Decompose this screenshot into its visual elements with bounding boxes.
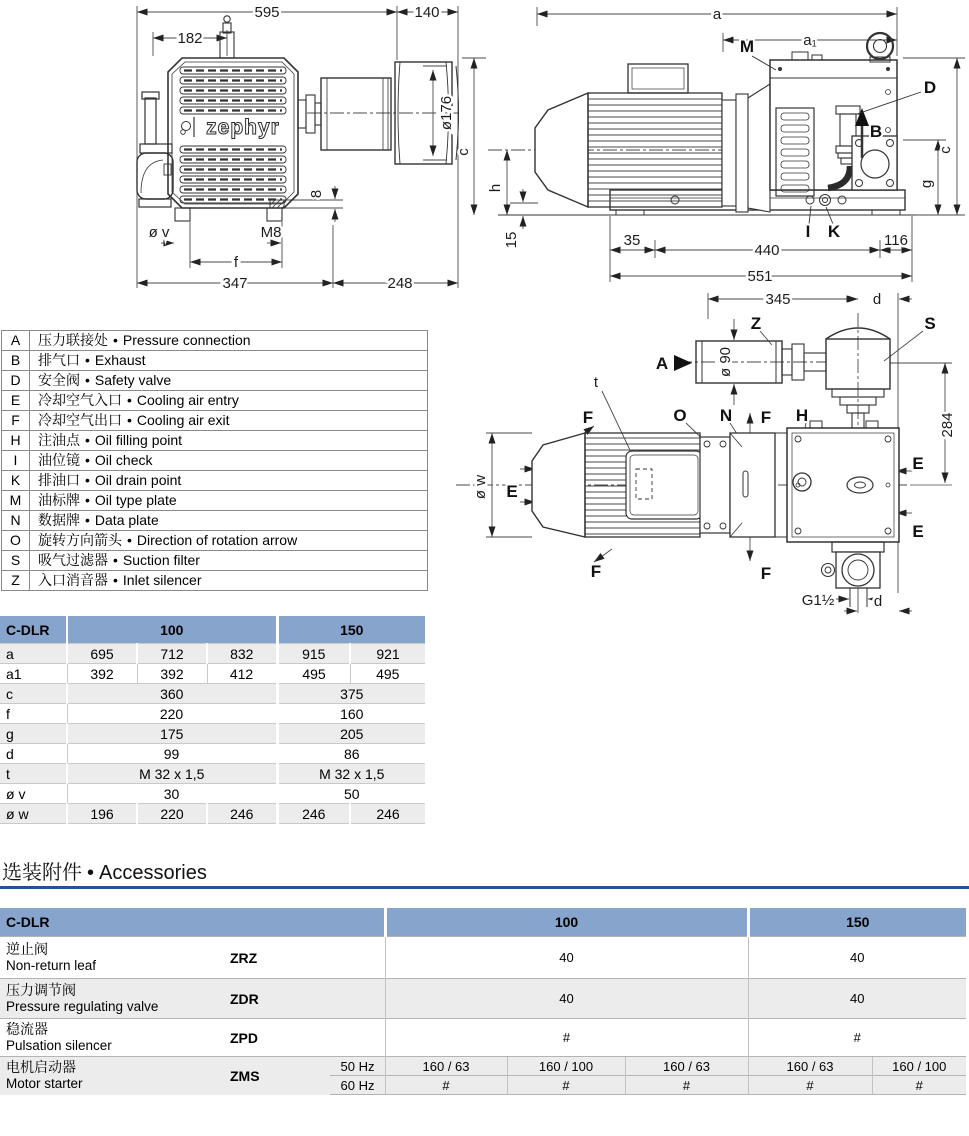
dim-label: ø 90 <box>717 346 734 378</box>
dim-label: 140 <box>414 4 440 21</box>
accessory-code: ZRZ <box>230 937 330 979</box>
cell: 246 <box>277 804 350 824</box>
dim-row-label: f <box>0 704 67 724</box>
legend-row <box>2 371 428 391</box>
cell: 220 <box>67 704 277 724</box>
cell: 160 / 100 <box>507 1057 625 1076</box>
table-row <box>0 937 966 979</box>
model-header: C-DLR <box>0 908 385 937</box>
legend-key: O <box>2 531 30 551</box>
lifting-eye <box>867 33 893 59</box>
legend-key: B <box>2 351 30 371</box>
part-label-t: t <box>593 374 599 391</box>
cell: 40 <box>748 979 966 1019</box>
dim-label: 551 <box>747 268 773 285</box>
part-label-H: H <box>795 406 809 425</box>
table-row <box>0 784 425 804</box>
col-100-header: 100 <box>385 908 748 937</box>
legend-zh: 安全阀 <box>38 372 80 389</box>
legend-zh: 压力联接处 <box>38 332 108 349</box>
dim-label: 595 <box>254 4 280 21</box>
dim-label: c <box>455 148 472 156</box>
dim-label: 347 <box>222 275 248 292</box>
cell: 160 / 100 <box>872 1057 966 1076</box>
side-view-drawing <box>455 0 969 290</box>
table-row <box>0 1057 966 1076</box>
legend-en: Suction filter <box>122 552 200 569</box>
legend-text <box>30 571 428 591</box>
frequency-label: 60 Hz <box>330 1076 385 1095</box>
dim-label: c <box>937 146 954 154</box>
legend-key: F <box>2 411 30 431</box>
legend-key: S <box>2 551 30 571</box>
legend-key: Z <box>2 571 30 591</box>
cell: M 32 x 1,5 <box>67 764 277 784</box>
dim-label: ø176 <box>438 95 455 131</box>
bullet-separator: • <box>85 432 90 449</box>
legend-text <box>30 531 428 551</box>
exhaust-box <box>852 136 897 190</box>
legend-en: Oil check <box>94 452 153 469</box>
dim-label: 15 <box>503 231 520 249</box>
col-150-header: 150 <box>748 908 966 937</box>
accessory-en: Motor starter <box>6 1076 83 1092</box>
legend-text <box>30 511 428 531</box>
dim-row-label: d <box>0 744 67 764</box>
legend-en: Inlet silencer <box>122 572 202 589</box>
table-row <box>0 664 425 684</box>
legend-row <box>2 531 428 551</box>
legend-key: M <box>2 491 30 511</box>
bullet-separator: • <box>87 862 95 884</box>
legend-en: Cooling air exit <box>136 412 230 429</box>
cell: 50 <box>277 784 425 804</box>
cell: 375 <box>277 684 425 704</box>
legend-row <box>2 471 428 491</box>
cell: # <box>748 1019 966 1057</box>
legend-zh: 注油点 <box>38 432 80 449</box>
accessory-code: ZDR <box>230 979 330 1019</box>
part-label-D: D <box>923 78 937 97</box>
legend-zh: 数据牌 <box>38 512 80 529</box>
dim-label: a <box>712 6 722 23</box>
dim-label: 248 <box>387 275 413 292</box>
legend-text <box>30 371 428 391</box>
dim-label: ø w <box>472 474 489 500</box>
parts-legend-table <box>1 330 428 591</box>
cell: 915 <box>277 644 350 664</box>
frequency-label: 50 Hz <box>330 1057 385 1076</box>
legend-zh: 排气口 <box>38 352 80 369</box>
cell: 246 <box>350 804 425 824</box>
accessories-title-en: Accessories <box>99 862 207 884</box>
cell: 40 <box>385 937 748 979</box>
cell: 160 <box>277 704 425 724</box>
accessory-name <box>0 1057 230 1095</box>
part-label-E: E <box>506 482 518 501</box>
bullet-separator: • <box>85 452 90 469</box>
cell: 160 / 63 <box>748 1057 872 1076</box>
brand-plate <box>181 116 280 139</box>
part-label-E: E <box>912 454 924 473</box>
legend-zh: 吸气过滤器 <box>38 552 108 569</box>
bullet-separator: • <box>113 552 118 569</box>
part-label-M: M <box>739 37 755 56</box>
cell: 30 <box>67 784 277 804</box>
table-row <box>0 764 425 784</box>
legend-en: Oil drain point <box>94 472 182 489</box>
cell: 921 <box>350 644 425 664</box>
legend-zh: 旋转方向箭头 <box>38 532 122 549</box>
dim-label: d <box>873 593 883 610</box>
legend-row <box>2 431 428 451</box>
bullet-separator: • <box>113 332 118 349</box>
bullet-separator: • <box>127 412 132 429</box>
motor-top <box>532 433 702 537</box>
accessory-code: ZPD <box>230 1019 330 1057</box>
dimension-table <box>0 616 425 824</box>
bullet-separator: • <box>85 372 90 389</box>
dim-row-label: t <box>0 764 67 784</box>
legend-en: Direction of rotation arrow <box>136 532 298 549</box>
dim-label: 116 <box>884 232 908 249</box>
cell: 495 <box>277 664 350 684</box>
dim-label: M8 <box>260 224 282 241</box>
part-label-O: O <box>673 406 687 425</box>
legend-key: E <box>2 391 30 411</box>
dim-label: a₁ <box>803 32 817 49</box>
accessory-zh: 压力调节阀 <box>6 982 76 998</box>
legend-zh: 冷却空气入口 <box>38 392 122 409</box>
cell: 160 / 63 <box>385 1057 507 1076</box>
cell: 712 <box>137 644 207 664</box>
dimension-table-header <box>0 616 425 644</box>
cell: 695 <box>67 644 137 664</box>
part-label-F: F <box>760 564 772 583</box>
accessory-code: ZMS <box>230 1057 330 1095</box>
cell: 360 <box>67 684 277 704</box>
cell: 246 <box>207 804 277 824</box>
legend-zh: 排油口 <box>38 472 80 489</box>
legend-key: K <box>2 471 30 491</box>
dim-label: 345 <box>765 291 791 308</box>
legend-en: Oil filling point <box>94 432 183 449</box>
legend-en: Cooling air entry <box>136 392 239 409</box>
legend-text <box>30 471 428 491</box>
table-row <box>0 704 425 724</box>
bullet-separator: • <box>127 532 132 549</box>
dim-label: h <box>487 183 504 193</box>
part-label-B: B <box>869 122 883 141</box>
part-label-Z: Z <box>750 314 762 333</box>
part-label-A: A <box>655 354 669 373</box>
bullet-separator: • <box>113 572 118 589</box>
legend-zh: 油标牌 <box>38 492 80 509</box>
part-label-F: F <box>582 408 594 427</box>
accessory-en: Non-return leaf <box>6 957 97 973</box>
cell: # <box>872 1076 966 1095</box>
pump-top-body <box>532 328 899 607</box>
dim-row-label: a <box>0 644 67 664</box>
legend-en: Pressure connection <box>122 332 251 349</box>
bullet-separator: • <box>127 392 132 409</box>
inlet-flow-arrow <box>674 355 692 371</box>
accessory-en: Pulsation silencer <box>6 1037 112 1053</box>
legend-row <box>2 551 428 571</box>
cell: # <box>625 1076 748 1095</box>
cell <box>330 979 385 1019</box>
accessory-name <box>0 1019 230 1057</box>
cell: 40 <box>748 937 966 979</box>
cell: # <box>385 1076 507 1095</box>
dim-label: 284 <box>939 412 956 438</box>
legend-key: I <box>2 451 30 471</box>
legend-en: Data plate <box>94 512 159 529</box>
cell: 99 <box>67 744 277 764</box>
dim-label: G1½ <box>801 592 835 609</box>
legend-zh: 油位镜 <box>38 452 80 469</box>
dim-label: ø v <box>148 224 170 241</box>
accessory-zh: 稳流器 <box>6 1021 48 1037</box>
cell: 412 <box>207 664 277 684</box>
cell <box>330 1019 385 1057</box>
part-label-F: F <box>590 562 602 581</box>
cell: # <box>385 1019 748 1057</box>
dim-label: 440 <box>754 242 780 259</box>
cell <box>330 937 385 979</box>
dim-row-label: ø w <box>0 804 67 824</box>
dim-row-label: c <box>0 684 67 704</box>
dim-label: 8 <box>308 189 325 199</box>
pump-side-body <box>498 33 921 224</box>
dim-row-label: a1 <box>0 664 67 684</box>
legend-row <box>2 351 428 371</box>
legend-en: Exhaust <box>94 352 146 369</box>
accessories-title-zh: 选装附件 <box>2 862 82 884</box>
cell: 495 <box>350 664 425 684</box>
legend-text <box>30 451 428 471</box>
part-label-N: N <box>719 406 733 425</box>
cell: 40 <box>385 979 748 1019</box>
dim-label: 35 <box>623 232 641 249</box>
table-row <box>0 744 425 764</box>
legend-row <box>2 411 428 431</box>
cell: 160 / 63 <box>625 1057 748 1076</box>
bullet-separator: • <box>85 512 90 529</box>
front-view-dim-labels <box>149 4 455 292</box>
legend-text <box>30 431 428 451</box>
cell: 392 <box>137 664 207 684</box>
legend-text <box>30 391 428 411</box>
cell: 196 <box>67 804 137 824</box>
legend-text <box>30 411 428 431</box>
accessories-table-header <box>0 908 966 937</box>
legend-text <box>30 351 428 371</box>
part-label-S: S <box>924 314 936 333</box>
legend-zh: 冷却空气出口 <box>38 412 122 429</box>
legend-text <box>30 491 428 511</box>
dim-row-label: ø v <box>0 784 67 804</box>
accessories-section-title <box>2 856 207 885</box>
dim-label: g <box>918 179 935 189</box>
accessory-zh: 逆止阀 <box>6 941 48 957</box>
accessory-name <box>0 937 230 979</box>
cell: 220 <box>137 804 207 824</box>
cell: 86 <box>277 744 425 764</box>
col-150-header: 150 <box>277 616 425 644</box>
accessory-zh: 电机启动器 <box>6 1059 76 1076</box>
part-label-F: F <box>760 408 772 427</box>
coupling-housing <box>722 84 770 212</box>
part-label-E: E <box>912 522 924 541</box>
dim-label: d <box>872 291 882 308</box>
bullet-separator: • <box>85 472 90 489</box>
part-label-K: K <box>827 222 841 241</box>
legend-key: A <box>2 331 30 351</box>
legend-key: H <box>2 431 30 451</box>
table-row <box>0 724 425 744</box>
table-row <box>0 684 425 704</box>
legend-en: Oil type plate <box>94 492 177 509</box>
legend-row <box>2 391 428 411</box>
cell: 175 <box>67 724 277 744</box>
table-row <box>0 644 425 664</box>
legend-row <box>2 511 428 531</box>
cell: 832 <box>207 644 277 664</box>
bullet-separator: • <box>85 492 90 509</box>
cell: # <box>507 1076 625 1095</box>
part-label-I: I <box>805 222 811 241</box>
col-100-header: 100 <box>67 616 277 644</box>
cell: M 32 x 1,5 <box>277 764 425 784</box>
bullet-separator: • <box>85 352 90 369</box>
legend-row <box>2 571 428 591</box>
legend-key: N <box>2 511 30 531</box>
accessories-table <box>0 908 966 1095</box>
legend-en: Safety valve <box>94 372 172 389</box>
dim-row-label: g <box>0 724 67 744</box>
table-row <box>0 1019 966 1057</box>
cell: 205 <box>277 724 425 744</box>
legend-text <box>30 551 428 571</box>
cell: 392 <box>67 664 137 684</box>
legend-row <box>2 451 428 471</box>
accessory-name <box>0 979 230 1019</box>
front-view-drawing <box>85 0 460 290</box>
legend-zh: 入口消音器 <box>38 572 108 589</box>
dim-label: f <box>233 254 239 271</box>
cell: # <box>748 1076 872 1095</box>
coupling-top <box>700 437 730 533</box>
table-row <box>0 804 425 824</box>
table-row <box>0 979 966 1019</box>
brand-logo-text: zephyr <box>206 116 280 139</box>
legend-key: D <box>2 371 30 391</box>
dim-label: 182 <box>177 30 203 47</box>
legend-row <box>2 491 428 511</box>
legend-text <box>30 331 428 351</box>
top-view-drawing <box>440 285 969 615</box>
accessory-en: Pressure regulating valve <box>6 998 159 1014</box>
section-divider-rule <box>0 886 969 889</box>
legend-row <box>2 331 428 351</box>
model-header: C-DLR <box>0 616 67 644</box>
pump-block-top <box>787 421 899 542</box>
motor-side <box>535 64 722 207</box>
